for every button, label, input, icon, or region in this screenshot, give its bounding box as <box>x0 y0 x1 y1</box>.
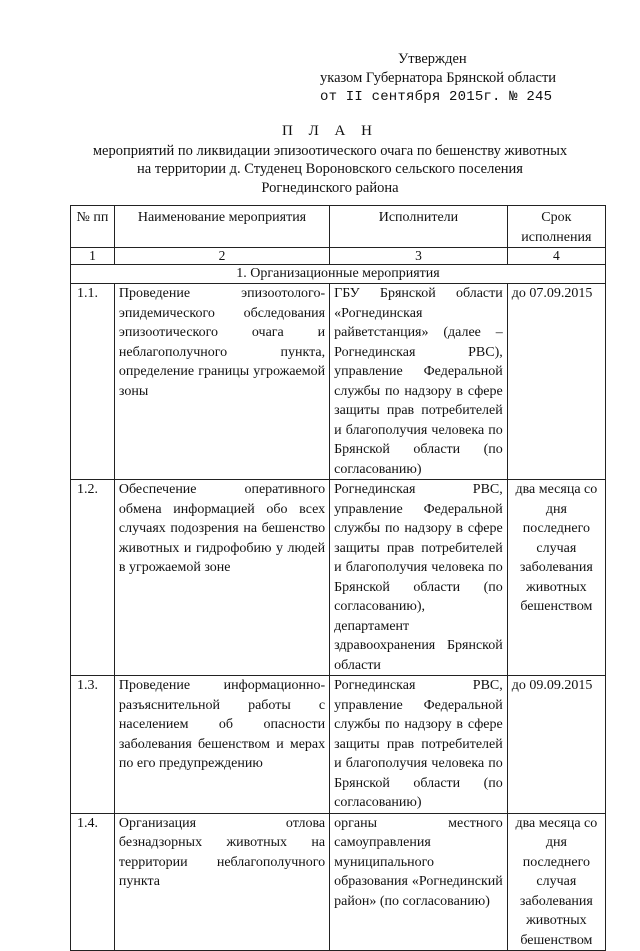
row-deadline: два месяца со дня последнего случая заболевания животных бешенством <box>507 480 605 676</box>
column-number: 1 <box>71 248 115 265</box>
table-row <box>71 284 606 480</box>
column-number: 3 <box>330 248 508 265</box>
approval-block <box>320 50 620 107</box>
title-line-1: мероприятий по ликвидации эпизоотического очага по бешенству животных <box>92 142 568 159</box>
column-number: 4 <box>507 248 605 265</box>
table-row <box>71 813 606 951</box>
approval-date-number: от II сентября 2015г. № 245 <box>320 89 553 105</box>
row-name: Проведение информационно-разъяснительной работы с населением об опасности заболевания бешенством и мерах по его предупреждению <box>114 676 329 814</box>
column-number-row <box>71 248 606 265</box>
row-executors: Рогнединская РВС, управление Федеральной службы по надзору в сфере защиты прав потребителей и благополучия человека по Брянской области (по согласованию), департамент здравоохранения Брянской области <box>330 480 508 676</box>
section-row <box>71 265 606 284</box>
row-name: Проведение эпизоотолого-эпидемического обследования эпизоотического очага и неблагополучного пункта, определение границы угрожаемой зоны <box>114 284 329 480</box>
row-number: 1.4. <box>71 813 115 951</box>
row-executors: органы местного самоуправления муниципального образования «Рогнединский район» (по согласованию) <box>330 813 508 951</box>
plan-table <box>70 205 606 951</box>
row-number: 1.1. <box>71 284 115 480</box>
row-deadline: до 09.09.2015 <box>507 676 605 814</box>
row-name: Обеспечение оперативного обмена информацией обо всех случаях подозрения на бешенство животных и гидрофобию у людей в угрожаемой зоне <box>114 480 329 676</box>
document-title <box>70 122 590 197</box>
header-deadline: Срок исполнения <box>507 206 605 248</box>
row-executors: ГБУ Брянской области «Рогнединская райветстанция» (далее – Рогнединская РВС), управление Федеральной службы по надзору в сфере защиты прав потребителей и благополучия человека по Брянской области (по согласованию) <box>330 284 508 480</box>
header-row <box>71 206 606 248</box>
row-deadline: до 07.09.2015 <box>507 284 605 480</box>
row-executors: Рогнединская РВС, управление Федеральной службы по надзору в сфере защиты прав потребителей и благополучия человека по Брянской области (по согласованию) <box>330 676 508 814</box>
table-row <box>71 480 606 676</box>
header-executors: Исполнители <box>330 206 508 248</box>
title-line-3: Рогнединского района <box>261 179 399 196</box>
approval-decree: указом Губернатора Брянской области <box>320 70 557 86</box>
column-number: 2 <box>114 248 329 265</box>
row-deadline: два месяца со дня последнего случая заболевания животных бешенством <box>507 813 605 951</box>
table-row <box>71 676 606 814</box>
title-line-2: на территории д. Студенец Вороновского сельского поселения <box>137 161 523 177</box>
row-number: 1.2. <box>71 480 115 676</box>
approval-heading: Утвержден <box>398 51 467 67</box>
plan-heading: П Л А Н <box>282 123 378 139</box>
header-name: Наименование мероприятия <box>114 206 329 248</box>
row-name: Организация отлова безнадзорных животных на территории неблагополучного пункта <box>114 813 329 951</box>
row-number: 1.3. <box>71 676 115 814</box>
section-title: 1. Организационные мероприятия <box>71 265 606 284</box>
header-number: № пп <box>71 206 115 248</box>
